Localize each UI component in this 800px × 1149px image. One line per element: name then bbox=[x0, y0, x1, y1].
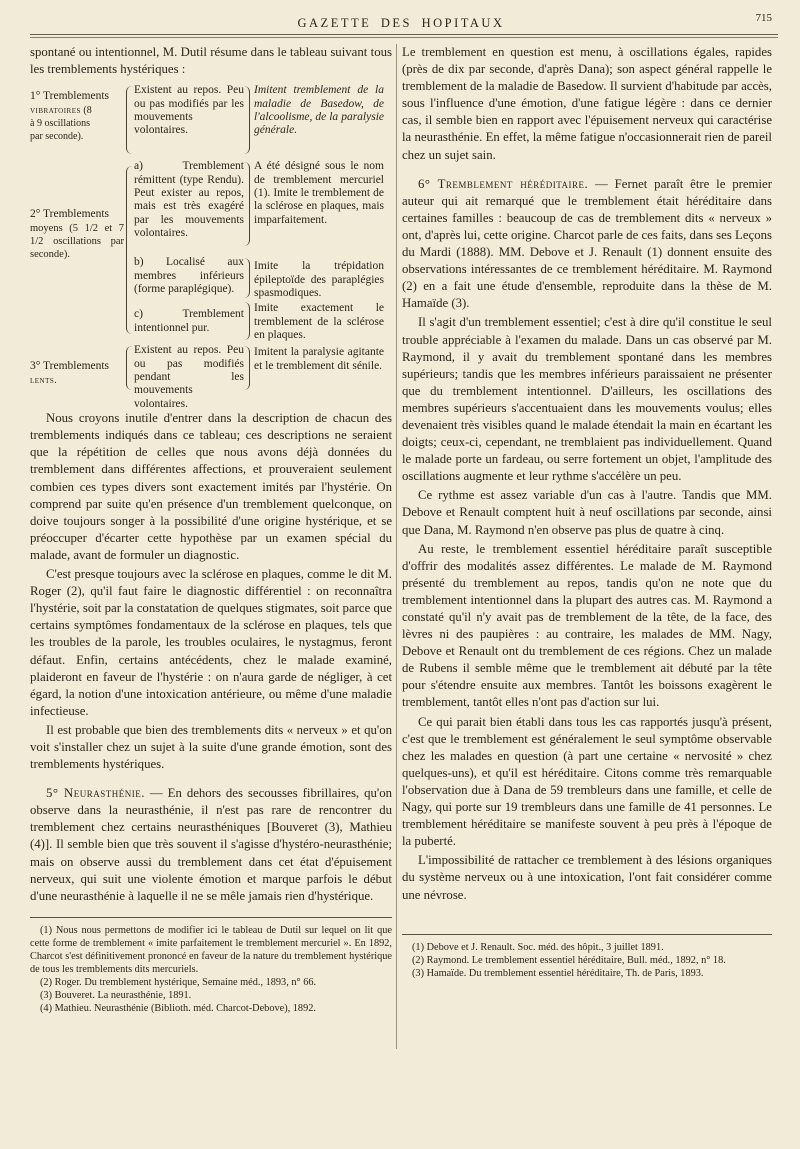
row1-detail-c: à 9 oscillations bbox=[30, 118, 90, 129]
section-heading-hereditary: 6° Tremblement héréditaire. bbox=[418, 176, 589, 191]
tremor-classification-table bbox=[30, 84, 392, 410]
table-row2-label bbox=[30, 208, 124, 262]
brace bbox=[126, 86, 132, 154]
paragraph-established: Ce qui parait bien établi dans tous les cas rapportés jusqu'à présent, c'est que le tremblement est généralement le seul symptôme observable chez les malades en question (à part une certaine « nervosité » chez quelques-uns), et qu'il est héréditaire. Citons comme très remarquable l'observation due à Dana de 59 trembleurs dans une famille, et celle de Nagy, qui porte sur 19 trembleurs dans une famille de 41 personnes. Le tremblement héréditaire se manifeste souvent à peu près à l'époque de la puberté. bbox=[402, 714, 772, 849]
footnote-1: (1) Nous nous permettons de modifier ici le tableau de Dutil sur lequel on lit que cette forme de tremblement « imite parfaitement le tremblement mercuriel ». En 1892, Charcot s'est définitivement prononcé en faveur de la nature du tremblement hystérique de tous les tremblements dits mercuriels. bbox=[30, 924, 392, 975]
brace bbox=[244, 346, 250, 390]
left-column bbox=[30, 44, 392, 1015]
page-header bbox=[30, 12, 772, 34]
paragraph-diagnosis: C'est presque toujours avec la sclérose en plaques, comme le dit M. Roger (2), qu'il faut faire le diagnostic différentiel : on reconnaîtra l'hystérie, soit par la constatation de quelques stigmates, soit parce que certains symptômes fondamentaux de la sclérose en plaques, tels que les troubles de la parole, les troubles oculaires, le nystagmus, feront défaut. Enfin, certains antécédents, chez le malade examiné, plaideront en faveur de l'hystérie : on n'aura garde de négliger, à cet égard, la notion d'une intoxication antérieure, ou même d'une maladie infectieuse. bbox=[30, 567, 392, 718]
table-row1-label bbox=[30, 90, 122, 144]
row1-detail-b: (8 bbox=[83, 104, 92, 116]
table-row3-right: Imitent la paralysie agitante et le tremblement dit sénile. bbox=[254, 346, 384, 372]
page-number: 715 bbox=[755, 12, 772, 24]
row1-title: 1° Tremblements bbox=[30, 90, 110, 103]
paragraph-essential-tremor: Il s'agit d'un tremblement essentiel; c'est à dire qu'il constitue le seul trouble appréciable à l'examen du malade. Dans un cas observé par M. Raymond, il y avait du tremblement spontané dans les membres supérieurs; tandis que les membres inférieurs paraissaient ne présenter que du tremblement intentionnel. D'ailleurs, les oscillations des membres supérieurs s'accentuaient dans les mouvements voulus; elles devenaient très visibles quand le malade étendait la main en écartant les doigts; ceux-ci, cependant, ne tremblaient pas individuellement. Quand le malade porte un fardeau, ou serre fortement un objet, l'amplitude des oscillations augmente et leur rythme s'accélère un peu. bbox=[402, 315, 772, 484]
table-row1-middle: Existent au repos. Peu ou pas modifiés par les mouvements volontaires. bbox=[134, 84, 244, 137]
table-row2a-middle: a) Tremblement rémittent (type Rendu). Peut exister au repos, mais est très exagéré par les mouvements volontaires. bbox=[134, 160, 244, 240]
neurasthenia-text: — En dehors des secousses fibrillaires, qu'on observe dans la neurasthénie, il n'est pas rare de rencontrer du tremblement chez certains neurasthéniques [Bouveret (3), Mathieu (4)]. Il semble bien que très souvent il s'agisse d'hystéro-neurasthénie; mais on observe aussi du tremblement dans cet état d'épuisement nerveux, qui suit une violente émotion et marque parfois le début d'une neurasthénie à laquelle il ne se mêle jamais rien d'hystérique. bbox=[30, 786, 392, 903]
paragraph-description: Nous croyons inutile d'entrer dans la description de chacun des tremblements indiqués dans ce tableau; ces descriptions ne seraient que la répétition de celles que nous avons déjà données du tremblement dans différentes affections, et prouveraient seulement combien ces types divers sont exactement imités par l'hystérie. On comprend par suite qu'en présence d'un tremblement quelconque, on doive toujours songer à la possibilité d'une origine hystérique, et se préoccuper d'écarter cette hypothèse par un examen spécial du malade, avant de formuler un diagnostic. bbox=[30, 411, 392, 562]
table-row3-middle: Existent au repos. Peu ou pas modifiés pendant les mouvements volontaires. bbox=[134, 344, 244, 410]
footnote-3: (3) Bouveret. La neurasthénie, 1891. bbox=[40, 989, 192, 1001]
brace bbox=[244, 302, 250, 340]
table-row1-right: Imitent tremblement de la maladie de Basedow, de l'alcoolisme, de la paralysie générale. bbox=[254, 84, 384, 137]
table-row2b-right: Imite la trépidation épileptoïde des paraplégies spasmodiques. bbox=[254, 260, 384, 299]
paragraph-nervous-tremors: Il est probable que bien des tremblements dits « nerveux » et qu'on voit s'installer chez un sujet à la suite d'une grande émotion, sont des tremblements hystériques. bbox=[30, 722, 392, 772]
row2-detail: moyens (5 1/2 et 7 1/2 oscillations par seconde). bbox=[30, 222, 124, 261]
table-row2c-middle: c) Tremblement intentionnel pur. bbox=[134, 308, 244, 334]
footnote-4: (4) Mathieu. Neurasthénie (Biblioth. méd. Charcot-Debove), 1892. bbox=[40, 1002, 316, 1014]
table-row3-label bbox=[30, 360, 124, 387]
intro-paragraph: spontané ou intentionnel, M. Dutil résume dans le tableau suivant tous les tremblements hystériques : bbox=[30, 45, 392, 77]
brace bbox=[126, 346, 132, 390]
header-rule-thin bbox=[30, 37, 778, 38]
row1-detail-a: vibratoires bbox=[30, 104, 81, 116]
brace bbox=[244, 162, 250, 246]
header-rule bbox=[30, 34, 778, 35]
footnotes-right bbox=[402, 941, 772, 980]
footnote-rule bbox=[30, 917, 392, 918]
row3-detail: lents. bbox=[30, 374, 58, 386]
paragraph-modalities: Au reste, le tremblement essentiel héréditaire paraît susceptible d'offrir des modalités assez différentes. Le malade de M. Raymond présenté du tremblement au repos, tandis qu'on ne note que du tremblement intentionnel dans la plupart des autres cas. M. Raymond a constaté qu'il n'y avait pas de tremblement de la tête, de la face, des lèvres ni des paupières : au contraire, les malades de MM. Nagy, Debove et Renault ont du tremblement de ces régions. Chez un malade de Rubens il semble même que le tremblement ait débuté par la tête pour s'étendre ensuite aux membres. Tantôt les boissons exagèrent le tremblement, tantôt elles n'ont pas d'action sur lui. bbox=[402, 541, 772, 710]
hereditary-text: — Fernet paraît être le premier auteur qui ait remarqué que le tremblement était héréditaire dans certaines familles : beaucoup de cas de tremblement dits « nerveux » ont, d'après lui, cette origine. Charcot parle de ces faits, dans ses Leçons du Mardi (1888). MM. Debove et J. Renault (1) donnent ensuite des observations intéressantes de ce tremblement héréditaire. M. Raymond (2) en a fait une étude d'ensemble, reproduite dans la thèse de M. Hamaïde (3). bbox=[402, 176, 772, 311]
row2-title: 2° Tremblements bbox=[30, 208, 110, 221]
footnote-rule bbox=[402, 934, 772, 935]
section-heading-neurasthenia: 5° Neurasthénie. bbox=[46, 786, 145, 801]
footnote-3: (3) Hamaïde. Du tremblement essentiel héréditaire, Th. de Paris, 1893. bbox=[412, 967, 704, 979]
table-row2b-middle: b) Localisé aux membres inférieurs (forme paraplégique). bbox=[134, 256, 244, 295]
paragraph-rhythm: Ce rythme est assez variable d'un cas à l'autre. Tandis que MM. Debove et Renault comptent huit à neuf oscillations par seconde, ainsi que Dana, M. Raymond n'en observe pas plus de quatre à cinq. bbox=[402, 488, 772, 537]
paragraph-tremor-description: Le tremblement en question est menu, à oscillations égales, rapides (près de dix par seconde, d'après Dana); son aspect général rappelle le tremblement de la maladie de Basedow. Il survient d'habitude par accès, sous l'influence d'une émotion, d'une fatigue légère : dans ce dernier cas, il semble bien en rapport avec l'épuisement nerveux qui caractérise la neurasthénie. En effet, la même fatigue n'occasionnerait rien de pareil chez un sujet sain. bbox=[402, 45, 772, 162]
journal-title: GAZETTE DES HOPITAUX bbox=[297, 16, 505, 30]
brace bbox=[244, 86, 250, 154]
table-row2a-right: A été désigné sous le nom de tremblement mercuriel (1). Imite le tremblement de la sclérose en plaques, mais imparfaitement. bbox=[254, 160, 384, 226]
right-column bbox=[402, 44, 772, 980]
footnote-1: (1) Debove et J. Renault. Soc. méd. des hôpit., 3 juillet 1891. bbox=[412, 941, 664, 953]
row3-title: 3° Tremblements bbox=[30, 360, 110, 373]
table-row2c-right: Imite exactement le tremblement de la sclérose en plaques. bbox=[254, 302, 384, 341]
paragraph-hereditary bbox=[402, 176, 772, 313]
footnote-2: (2) Raymond. Le tremblement essentiel héréditaire, Bull. méd., 1892, n° 18. bbox=[412, 954, 726, 966]
paragraph-neurasthenia bbox=[30, 785, 392, 905]
footnotes-left bbox=[30, 924, 392, 1015]
paragraph-neurosis: L'impossibilité de rattacher ce tremblement à des lésions organiques du système nerveux ou à une intoxication, l'ont fait considérer comme une névrose. bbox=[402, 853, 772, 902]
brace bbox=[244, 258, 250, 298]
row1-detail bbox=[30, 104, 122, 144]
brace bbox=[126, 166, 132, 334]
column-divider bbox=[396, 44, 397, 1049]
footnote-2: (2) Roger. Du tremblement hystérique, Semaine méd., 1893, n° 66. bbox=[40, 976, 317, 988]
row1-detail-d: par seconde). bbox=[30, 131, 84, 143]
